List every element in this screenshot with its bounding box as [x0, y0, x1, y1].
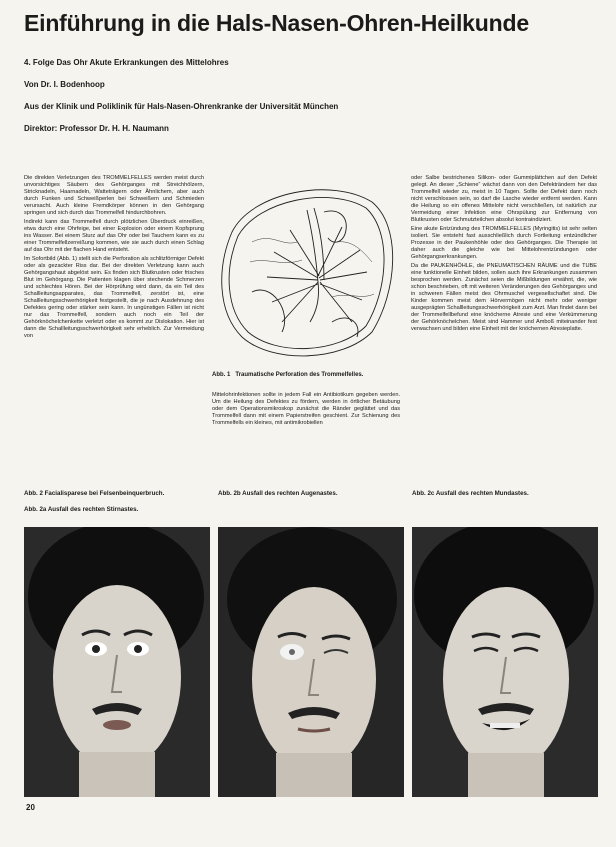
paragraph: Mittelohrinfektionen sollte in jedem Fall ein Antibiotikum gegeben werden. Um die Heilung des Defektes zu fördern, werden in örtlicher Betäubung oder dem Operationsmikroskop zunächst die Ränder geglättet und das Trommelfell dann mit einem Papierstreifen geschient. Zur Schienung des Trommelfells ein kleines, mit antimikrobiellen — [212, 392, 400, 427]
paragraph: Im Sofortbild (Abb. 1) stellt sich die Perforation als schlitzförmiger Defekt oder als gezackter Riss dar. Bei der direkten Verletzung kann auch Gehörgangshaut abgelöst sein. Es finden sich Blutkrusten oder frisches Blut im Gehörgang. Die Patienten klagen über stechende Schmerzen und schlechtes Hören. Bei der Hörprüfung wird dann, da ein Teil des Schallleitungsapparates, das Trommelfell, zerstört ist, eine Schallleitungsschwerhörigkeit festgestellt, die je nach Ausdehnung des Defektes gering oder stärker sein kann. In ungünstigen Fällen ist nicht nur das Trommelfell, sondern auch noch ein Teil der Gehörknöchelchenkette verletzt oder es kommt zur Dislokation. Hier ist dann die Schallleitungsschwerhörigkeit sehr erheblich. Zur Vermeidung von — [24, 255, 204, 340]
text-column-3 — [411, 175, 597, 477]
page-number: 20 — [26, 803, 35, 812]
series-line: 4. Folge Das Ohr Akute Erkrankungen des Mittelohres — [24, 58, 229, 67]
paragraph: oder Salbe bestrichenes Silikon- oder Gummiplättchen auf den Defekt gelegt. An dieser „Schiene“ wächst dann von den Defekträndern her das Trommelfell wieder zu, meist in 10 Tagen. Sollte der Defekt dann noch nicht verschlossen sein, so darf die Lasche wieder entfernt werden. Kann die Heilung so ein offenes Mittelohr nicht verschließen, ist natürlich zur Vermeidung einer Infektion eine Ohrspülung zur Entfernung von Blutkrusten oder Schmutzteilchen absolut kontraindiziert. — [411, 175, 597, 224]
paragraph: Eine akute Entzündung des TROMMELFELLES (Myringitis) ist sehr selten isoliert. Sie entsteht fast ausschließlich durch Fortleitung entzündlicher Prozesse in der Paukenhöhle oder des Gehörganges. Die Therapie ist daher auch die gleiche wie bei Mittelohrentzündungen oder Gehörgangserkrankungen. — [411, 225, 597, 261]
caption-abb-2a: Abb. 2a Ausfall des rechten Stirnastes. — [24, 506, 139, 513]
article-title: Einführung in die Hals-Nasen-Ohren-Heilkunde — [24, 10, 529, 36]
director-line: Direktor: Professor Dr. H. H. Naumann — [24, 124, 169, 133]
figure-caption-number: Abb. 1 — [212, 372, 231, 378]
paragraph: Da die PAUKENHÖHLE, die PNEUMATISCHEN RÄUME und die TUBE eine funktionelle Einheit bilden, sollen auch ihre Erkrankungen zusammen besprochen werden. Zunächst seien die Mißbildungen erwähnt, die, wie schon beschrieben, oft mit weiteren Veränderungen des Gehörganges und in schweren Fällen meist des Ohrmuschel vergesellschaftet sind. Die Kinder kommen meist dem Hörvermögen nicht mehr oder weniger ausgeprägten Schallleitungsschwerhörigkeit zum Arzt. Man findet dann bei der Trommelfellbefund eine knöcherne Atresie und eine Verkümmerung der Gehörknöchelchen. Meist sind Hammer und Amboß miteinander fest verwachsen und bilden eine Einheit mit der knöchernen Atresieplatte. — [411, 262, 597, 332]
caption-abb-2b: Abb. 2b Ausfall des rechten Augenastes. — [218, 490, 338, 497]
eardrum-drawing — [212, 172, 400, 367]
paragraph: Indirekt kann das Trommelfell durch plötzlichen Überdruck einreißen, etwa durch eine Ohrfeige, bei einer Explosion oder einem Kopfsprung ins Wasser. Bei einem Sturz auf das Ohr oder bei Tauchern kann es zu einer Trommelfellzerreißung kommen, wie sie auch durch einen Schlag auf das Ohr mit der flachen Hand entsteht. — [24, 218, 204, 253]
text-column-1 — [24, 175, 204, 477]
caption-abb-2c: Abb. 2c Ausfall des rechten Mundastes. — [412, 490, 529, 497]
photo-abb-2c — [412, 527, 598, 797]
face-photo — [24, 527, 210, 797]
figure-caption-text: Traumatische Perforation des Trommelfelles. — [235, 372, 364, 378]
photo-abb-2a — [24, 527, 210, 797]
figure-caption — [212, 372, 400, 380]
text-column-2 — [212, 392, 400, 478]
caption-abb-2: Abb. 2 Facialisparese bei Felsenbeinquerbruch. — [24, 490, 165, 497]
institution-line: Aus der Klinik und Poliklinik für Hals-Nasen-Ohrenkranke der Universität München — [24, 102, 339, 111]
author-line: Von Dr. I. Bodenhoop — [24, 80, 105, 89]
face-photo — [412, 527, 598, 797]
face-photo — [218, 527, 404, 797]
paragraph: Die direkten Verletzungen des TROMMELFELLES werden meist durch unvorsichtiges Säubern des Gehörganges mit Streichhölzern, Stricknadeln, Haarnadeln, Watteträgern oder Ähnlichem, aber auch durch Funken und Schweißperlen bei Schweißern und Schmieden verursacht. Auch kleine Fremdkörper können in den Gehörgang springen und sich durch das Trommelfell hindurchbohren. — [24, 175, 204, 217]
photo-abb-2b — [218, 527, 404, 797]
trommelfell-figure — [212, 172, 400, 367]
